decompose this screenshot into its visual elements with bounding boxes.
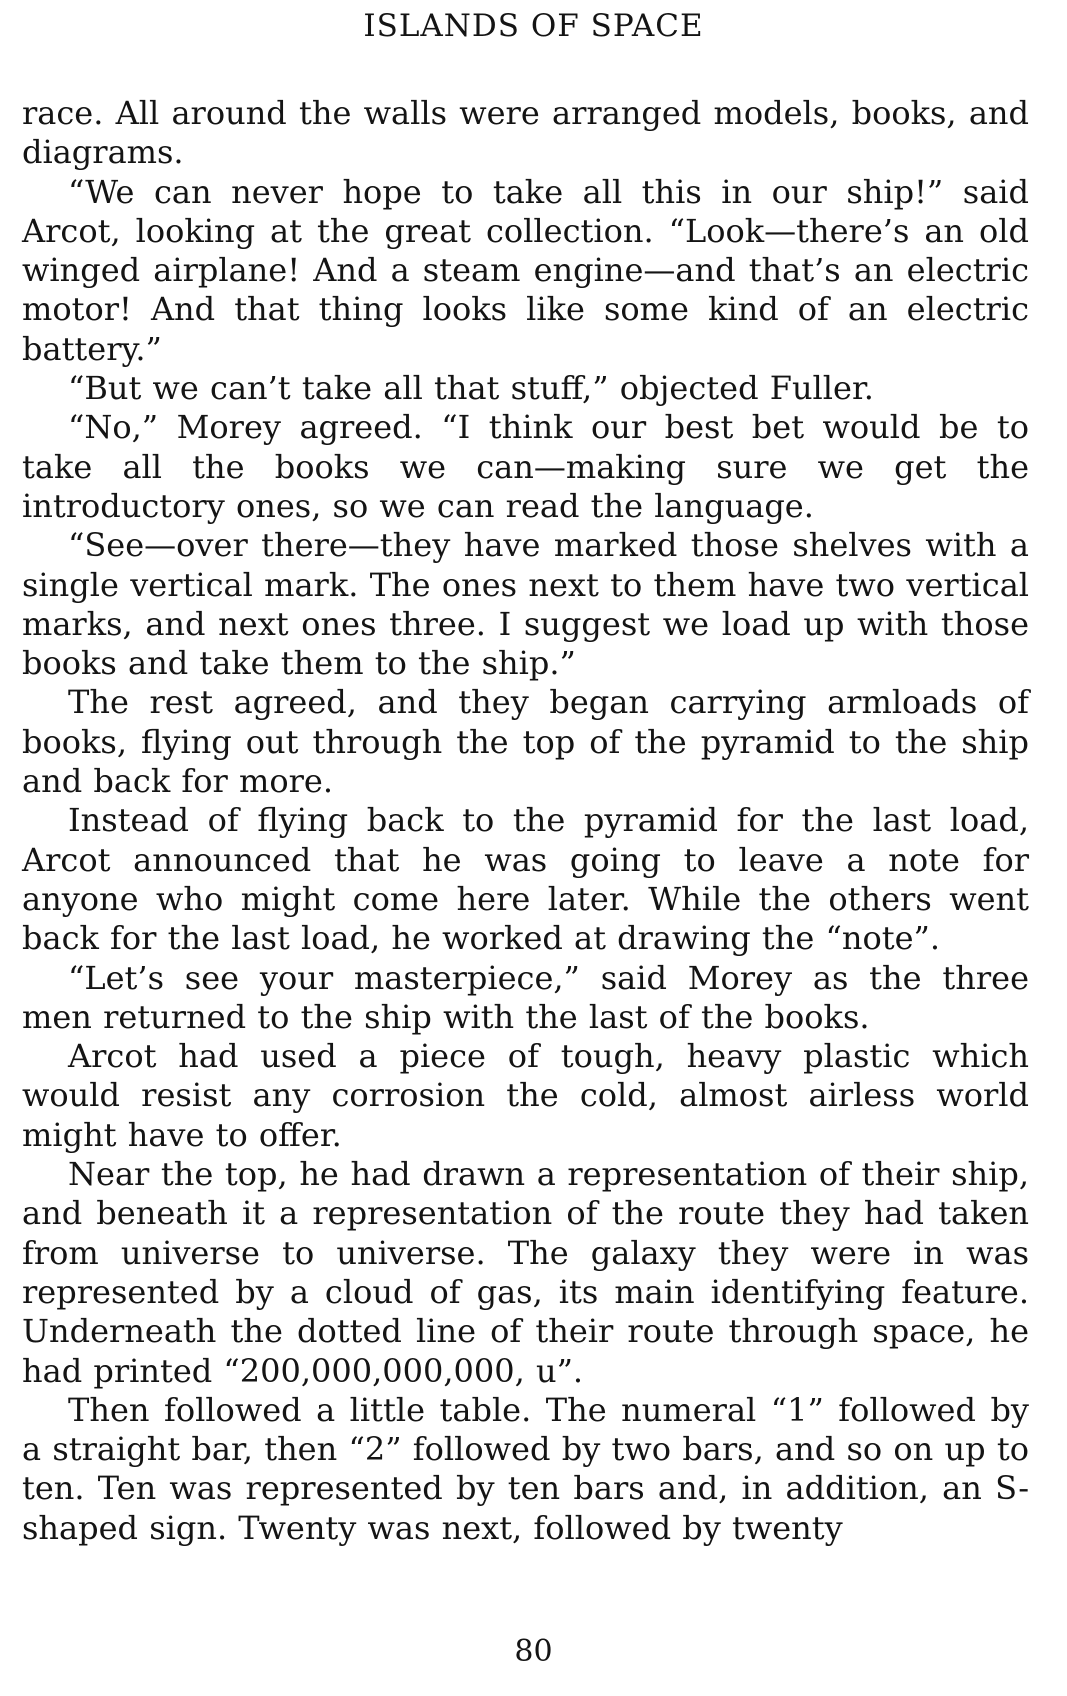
- paragraph: Instead of flying back to the pyramid for the last load, Arcot announced that he was going to leave a note for anyone who might come here later. While the others went back for the last load, he worked at drawing the “note”.: [22, 801, 1029, 958]
- paragraph: race. All around the walls were arranged models, books, and diagrams.: [22, 94, 1029, 172]
- paragraph: Near the top, he had drawn a representation of their ship, and beneath it a representation of the route they had taken from universe to universe. The galaxy they were in was represented by a cloud of gas, its main identifying feature. Underneath the dotted line of their route through space, he had printed “200,000,000,000, u”.: [22, 1155, 1029, 1390]
- paragraph: “No,” Morey agreed. “I think our best bet would be to take all the books we can—making sure we get the introductory ones, so we can read the language.: [22, 408, 1029, 525]
- running-head: ISLANDS OF SPACE: [363, 8, 704, 44]
- paragraph: “See—over there—they have marked those shelves with a single vertical mark. The ones next to them have two vertical marks, and next ones three. I suggest we load up with those books and take them to the ship.”: [22, 526, 1029, 683]
- paragraph: The rest agreed, and they began carrying armloads of books, flying out through the top of the pyramid to the ship and back for more.: [22, 683, 1029, 801]
- page-number: 80: [514, 1634, 553, 1669]
- paragraph: “But we can’t take all that stuff,” objected Fuller.: [68, 369, 874, 408]
- paragraph: “We can never hope to take all this in our ship!” said Arcot, looking at the great collection. “Look—there’s an old winged airplane! And a steam engine—and that’s an electric motor! And that thing looks like some kind of an electric battery.”: [22, 172, 1029, 368]
- paragraph: Arcot had used a piece of tough, heavy plastic which would resist any corrosion the cold, almost airless world might have to offer.: [22, 1037, 1029, 1154]
- paragraph: “Let’s see your masterpiece,” said Morey as the three men returned to the ship with the last of the books.: [22, 958, 1029, 1036]
- body-text: [22, 94, 1029, 1548]
- paragraph: Then followed a little table. The numeral “1” followed by a straight bar, then “2” followed by two bars, and so on up to ten. Ten was represented by ten bars and, in addition, an S-shaped sign. Twenty was next, followed by twenty: [22, 1390, 1029, 1547]
